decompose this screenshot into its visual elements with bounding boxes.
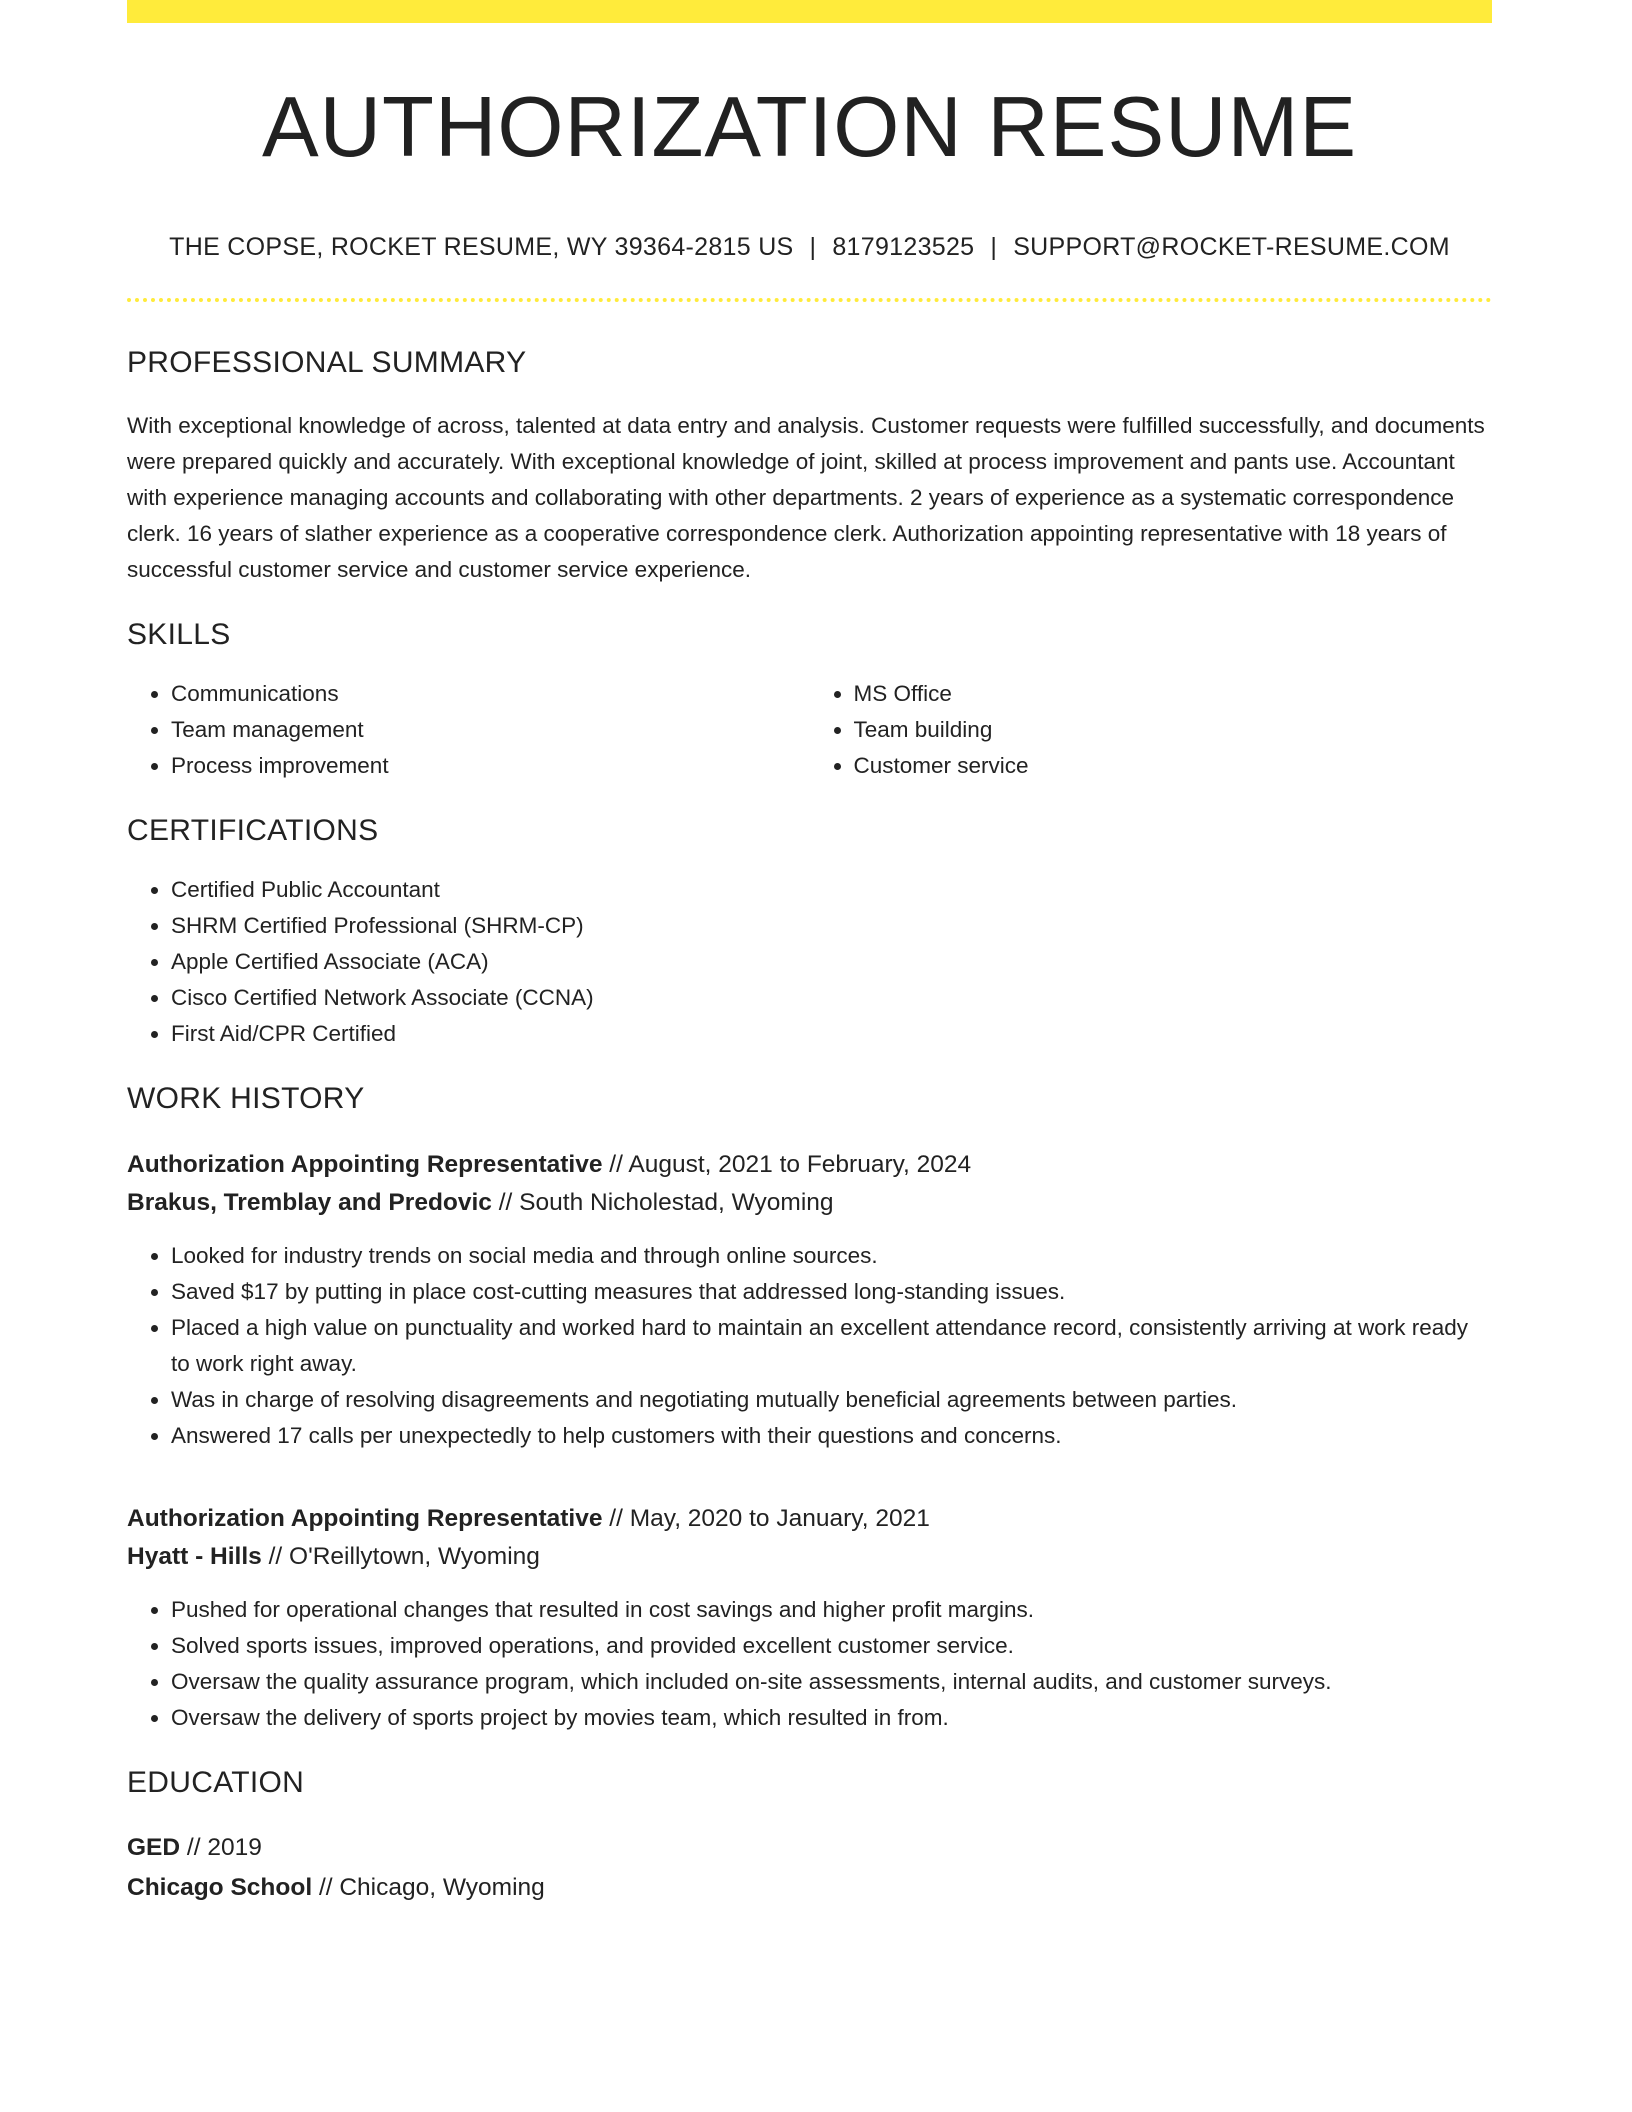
job-bullet: • Oversaw the delivery of sports project by movies team, which resulted in from. [171, 1700, 1492, 1736]
education-heading: EDUCATION [127, 1765, 305, 1799]
job-entry [127, 1500, 1492, 1736]
skills-heading: SKILLS [127, 617, 231, 651]
skills-list-right [810, 676, 1493, 784]
job-bullet: • Oversaw the quality assurance program, which included on-site assessments, internal audits, and customer surveys. [171, 1664, 1492, 1700]
education-school: Chicago School [127, 1873, 313, 1901]
job-title-line [127, 1500, 1492, 1538]
skill-item: • Team management [171, 712, 810, 748]
job-bullet: • Pushed for operational changes that resulted in cost savings and higher profit margins. [171, 1592, 1492, 1628]
job-bullet: • Answered 17 calls per unexpectedly to help customers with their questions and concerns. [171, 1418, 1492, 1454]
contact-separator: | [990, 232, 998, 261]
contact-phone: 8179123525 [832, 232, 975, 261]
job-location: // O'Reillytown, Wyoming [261, 1542, 540, 1570]
certification-item: • Certified Public Accountant [171, 872, 1492, 908]
work-history-heading: WORK HISTORY [127, 1081, 365, 1115]
summary-section [127, 346, 1492, 588]
job-role: Authorization Appointing Representative [127, 1150, 603, 1178]
skill-item: • Team building [854, 712, 1493, 748]
job-company-line [127, 1538, 1492, 1576]
skills-grid [127, 676, 1492, 784]
job-dates: // May, 2020 to January, 2021 [602, 1504, 930, 1532]
skill-item: • Customer service [854, 748, 1493, 784]
job-title-line [127, 1146, 1492, 1184]
job-bullets [127, 1592, 1492, 1736]
summary-text: With exceptional knowledge of across, talented at data entry and analysis. Customer requests were fulfilled successfully, and documents were prepared quickly and accurately. With exceptional knowledge of joint, skilled at process improvement and pants use. Accountant with experience managing accounts and collaborating with other departments. 2 years of experience as a systematic correspondence clerk. 16 years of slather experience as a cooperative correspondence clerk. Authorization appointing representative with 18 years of successful customer service and customer service experience. [127, 412, 1485, 582]
contact-address: THE COPSE, ROCKET RESUME, WY 39364-2815 US [169, 232, 794, 261]
certifications-section [127, 814, 1492, 1052]
education-location: // Chicago, Wyoming [312, 1873, 545, 1901]
skills-section [127, 618, 1492, 784]
job-bullet: • Placed a high value on punctuality and worked hard to maintain an excellent attendance record, consistently arriving at work ready to work right away. [171, 1310, 1492, 1382]
contact-separator: | [809, 232, 817, 261]
summary-heading: PROFESSIONAL SUMMARY [127, 345, 527, 379]
job-bullet: • Was in charge of resolving disagreements and negotiating mutually beneficial agreements between parties. [171, 1382, 1492, 1418]
job-bullet: • Saved $17 by putting in place cost-cutting measures that addressed long-standing issues. [171, 1274, 1492, 1310]
job-company-line [127, 1184, 1492, 1222]
education-degree-line [127, 1828, 1492, 1868]
education-section [127, 1766, 1492, 1908]
certification-item: • Cisco Certified Network Associate (CCNA) [171, 980, 1492, 1016]
accent-bar [127, 0, 1492, 23]
education-school-line [127, 1868, 1492, 1908]
contact-line [127, 233, 1492, 262]
header-divider [127, 298, 1492, 302]
skills-list-left [127, 676, 810, 784]
job-location: // South Nicholestad, Wyoming [491, 1188, 834, 1216]
resume-page [127, 0, 1492, 1908]
certifications-list [127, 872, 1492, 1052]
resume-title: AUTHORIZATION RESUME [261, 80, 1358, 175]
job-role: Authorization Appointing Representative [127, 1504, 603, 1532]
contact-email: SUPPORT@ROCKET-RESUME.COM [1013, 232, 1450, 261]
education-year: // 2019 [180, 1833, 262, 1861]
job-entry [127, 1146, 1492, 1454]
skill-item: • MS Office [854, 676, 1493, 712]
certifications-heading: CERTIFICATIONS [127, 813, 379, 847]
job-bullet: • Solved sports issues, improved operations, and provided excellent customer service. [171, 1628, 1492, 1664]
education-entry [127, 1828, 1492, 1908]
skill-item: • Process improvement [171, 748, 810, 784]
job-company: Brakus, Tremblay and Predovic [127, 1188, 492, 1216]
skill-item: • Communications [171, 676, 810, 712]
job-company: Hyatt - Hills [127, 1542, 262, 1570]
education-degree: GED [127, 1833, 181, 1861]
job-bullets [127, 1238, 1492, 1454]
job-dates: // August, 2021 to February, 2024 [602, 1150, 972, 1178]
certification-item: • First Aid/CPR Certified [171, 1016, 1492, 1052]
certification-item: • Apple Certified Associate (ACA) [171, 944, 1492, 980]
work-history-section [127, 1082, 1492, 1736]
certification-item: • SHRM Certified Professional (SHRM-CP) [171, 908, 1492, 944]
job-bullet: • Looked for industry trends on social media and through online sources. [171, 1238, 1492, 1274]
